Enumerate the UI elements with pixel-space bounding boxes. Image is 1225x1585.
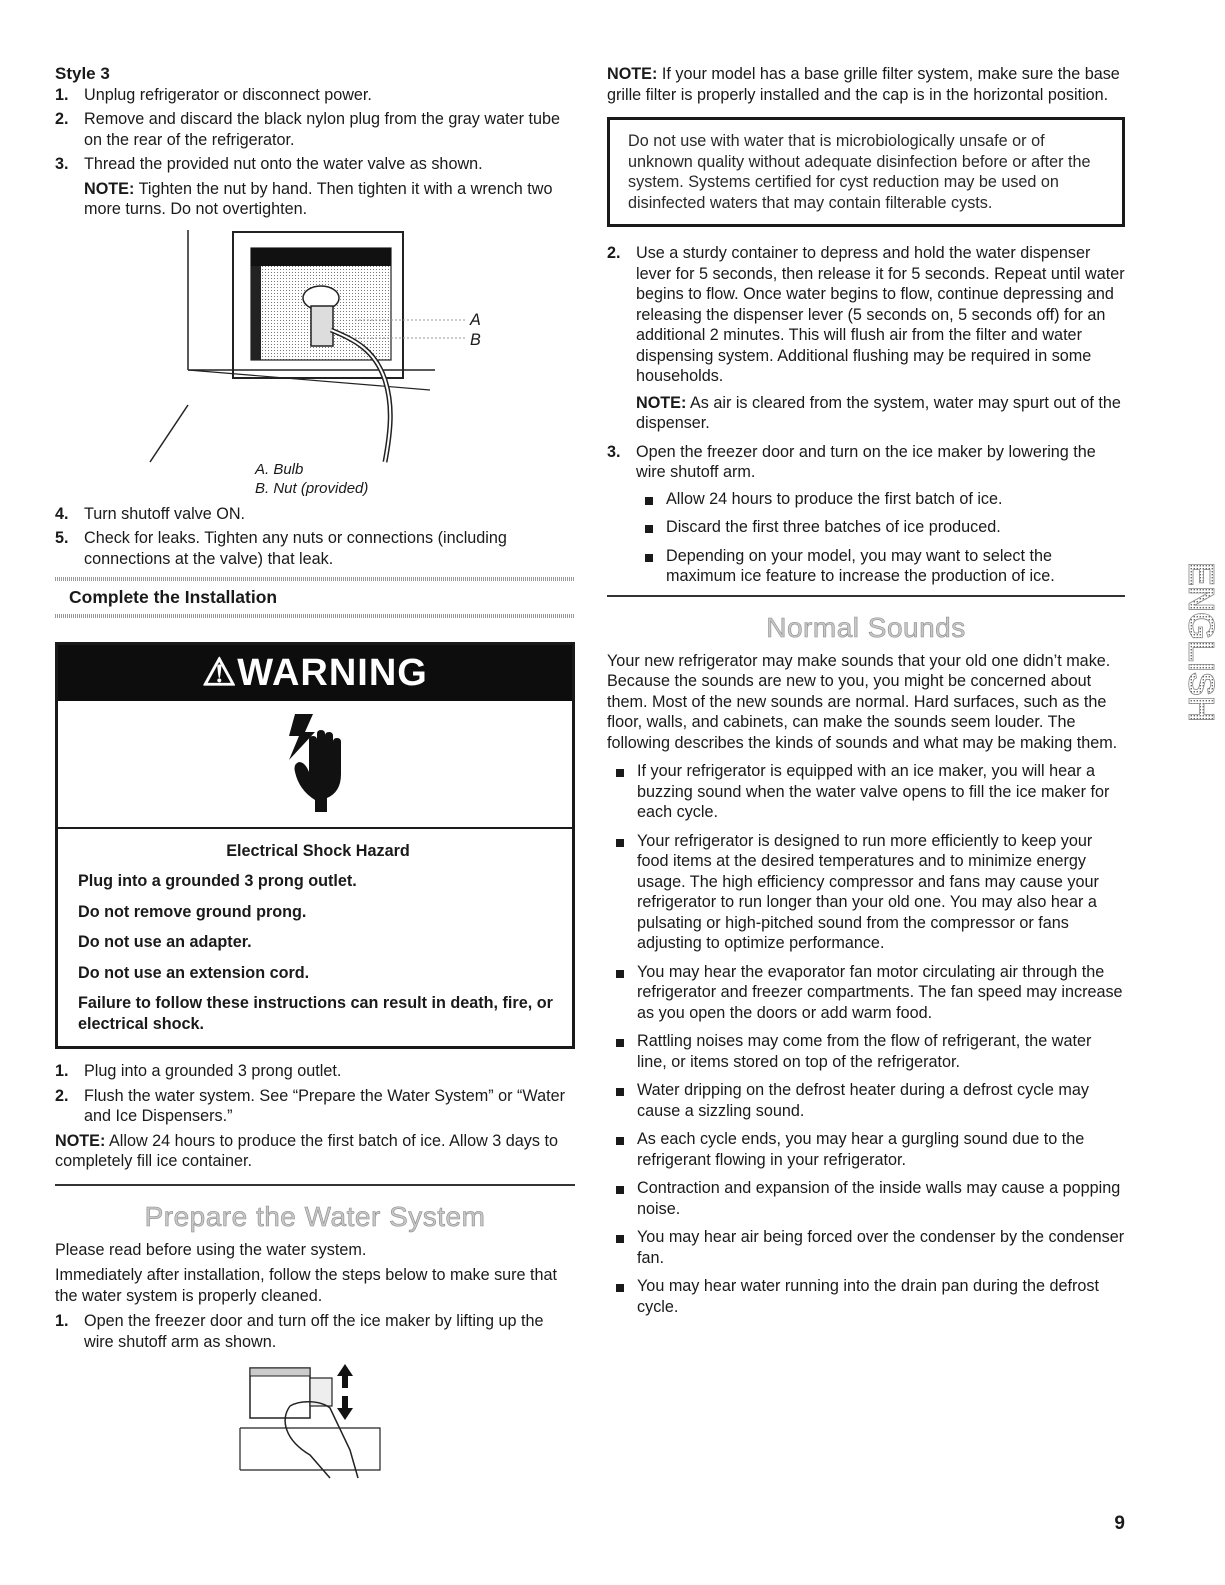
list-item: 2. Remove and discard the black nylon plug from the gray water tube on the rear of the refrigerator.: [55, 110, 560, 149]
figure-label-b: B: [470, 330, 481, 349]
warning-line: Do not use an extension cord.: [78, 963, 310, 982]
list-item: 1. Plug into a grounded 3 prong outlet.: [55, 1062, 342, 1080]
step-note: NOTE: Tighten the nut by hand. Then tighten it with a wrench two more turns. Do not overtighten.: [84, 179, 553, 218]
sounds-intro: Your new refrigerator may make sounds that your old one didn’t make. Because the sounds are new to you, you might be concerned about them. Most of the new sounds are normal. Hard surfaces, such as the floor, walls, and cabinets, can make the sounds seem louder. The following describes the kinds of sounds and what may be making them.: [607, 651, 1118, 752]
prepare-steps: [55, 1311, 575, 1352]
warning-box: [55, 642, 575, 1050]
normal-sounds-title: Normal Sounds: [766, 611, 966, 643]
list-item: Depending on your model, you may want to select the maximum ice feature to increase the production of ice.: [636, 546, 1125, 587]
valve-figure: [55, 230, 575, 460]
water-safety-box: Do not use with water that is microbiologically unsafe or of unknown quality without adequate disinfection before or after the system. Systems certified for cyst reduction may be used on disinfected waters that may contain filterable cysts.: [607, 117, 1125, 227]
hazard-title: Electrical Shock Hazard: [226, 841, 410, 860]
list-item: 3. Thread the provided nut onto the water valve as shown. NOTE: Tighten the nut by hand. Then tighten it with a wrench two more turns. Do not overtighten.: [55, 154, 575, 220]
figure-label-a: A: [470, 310, 481, 329]
list-item: If your refrigerator is equipped with an ice maker, you will hear a buzzing sound when the water valve opens to fill the ice maker for each cycle.: [607, 761, 1125, 823]
list-item: Discard the first three batches of ice produced.: [636, 517, 1125, 538]
style-heading: Style 3: [55, 64, 110, 83]
warning-line: Do not remove ground prong.: [78, 902, 307, 921]
list-item: As each cycle ends, you may hear a gurgling sound due to the refrigerant flowing in your refrigerator.: [607, 1129, 1125, 1170]
section-rule: [55, 1184, 575, 1186]
style-steps: [55, 85, 575, 220]
complete-steps: [55, 1061, 575, 1127]
figure-caption: A. Bulb B. Nut (provided): [255, 460, 369, 497]
warning-body: [58, 829, 572, 1047]
ice-bullets: [636, 489, 1125, 587]
grille-filter-note: NOTE: If your model has a base grille filter system, make sure the base grille filter is properly installed and the cap is in the horizontal position.: [607, 65, 1120, 104]
warning-title: ⚠WARNING: [58, 645, 572, 701]
complete-installation-heading: Complete the Installation: [69, 587, 278, 607]
page-number: 9: [1114, 1513, 1125, 1534]
valve-illustration: [55, 230, 575, 460]
list-item: 2. Flush the water system. See “Prepare the Water System” or “Water and Ice Dispensers.”: [55, 1086, 565, 1125]
right-column: [607, 64, 1125, 1325]
warning-line: Plug into a grounded 3 prong outlet.: [78, 872, 357, 890]
ice-maker-illustration: [240, 1360, 390, 1480]
list-item: Allow 24 hours to produce the first batch of ice.: [636, 489, 1125, 510]
list-item: You may hear the evaporator fan motor circulating air through the refrigerator and freezer compartments. The fan speed may increase as you open the doors or add warm food.: [607, 962, 1125, 1024]
complete-note: NOTE: Allow 24 hours to produce the first batch of ice. Allow 3 days to completely fill ice container.: [55, 1131, 558, 1170]
prepare-instructions: Immediately after installation, follow the steps below to make sure that the water system is properly cleaned.: [55, 1266, 558, 1305]
list-item: 1. Open the freezer door and turn off the ice maker by lifting up the wire shutoff arm as shown.: [55, 1312, 544, 1351]
step-note: NOTE: As air is cleared from the system, water may spurt out of the dispenser.: [636, 393, 1121, 432]
section-divider: [55, 614, 575, 618]
flush-steps: [607, 243, 1125, 587]
side-tab-text: ENGLISH: [1181, 562, 1222, 723]
warning-line: Failure to follow these instructions can result in death, fire, or electrical shock.: [78, 994, 553, 1033]
language-tab-graphic: [1155, 562, 1222, 764]
list-item: 3. Open the freezer door and turn on the ice maker by lowering the wire shutoff arm. Allow 24 hours to produce the first batch of ice. Discard the first three batches of ice produced. Depending on your model, you may want to select the maximum ice feature to increase the production of ice.: [607, 442, 1125, 587]
prepare-intro: Please read before using the water system.: [55, 1240, 367, 1259]
shock-hazard-icon: [58, 701, 572, 829]
list-item: Your refrigerator is designed to run more efficiently to keep your food items at the desired temperatures and to minimize energy usage. The high efficiency compressor and fans may cause your refrigerator to run longer than your old one. You may also hear a pulsating or high-pitched sound from the compressor or fans adjusting to optimize performance.: [607, 831, 1125, 954]
list-item: 2. Use a sturdy container to depress and hold the water dispenser lever for 5 seconds, then release it for 5 seconds. Repeat until water begins to flow. Once water begins to flow, continue depressing and releasing the dispenser lever (5 seconds on, 5 seconds off) for an additional 2 minutes. This will flush air from the filter and water dispensing system. Additional flushing may be required in some households. NOTE: As air is cleared from the system, water may spurt out of the dispenser.: [607, 244, 1125, 432]
sounds-bullets: [607, 761, 1125, 1317]
list-item: Water dripping on the defrost heater during a defrost cycle may cause a sizzling sound.: [607, 1080, 1125, 1121]
prepare-water-system-title: Prepare the Water System: [144, 1200, 486, 1232]
section-rule: [607, 595, 1125, 597]
list-item: You may hear air being forced over the condenser by the condenser fan.: [607, 1227, 1125, 1268]
list-item: 4. Turn shutoff valve ON.: [55, 504, 246, 523]
style-steps-continued: [55, 504, 575, 570]
left-column: [55, 64, 575, 1486]
list-item: Contraction and expansion of the inside walls may cause a popping noise.: [607, 1178, 1125, 1219]
list-item: You may hear water running into the drain pan during the defrost cycle.: [607, 1276, 1125, 1317]
ice-maker-figure: [55, 1360, 575, 1486]
language-side-tab: [1155, 562, 1222, 764]
list-item: Rattling noises may come from the flow of refrigerant, the water line, or items stored on top of the refrigerator.: [607, 1031, 1125, 1072]
list-item: 1. Unplug refrigerator or disconnect power.: [55, 85, 372, 104]
warning-line: Do not use an adapter.: [78, 933, 252, 951]
list-item: 5. Check for leaks. Tighten any nuts or connections (including connections at the valve) that leak.: [55, 529, 507, 568]
electric-shock-icon: [275, 714, 355, 814]
